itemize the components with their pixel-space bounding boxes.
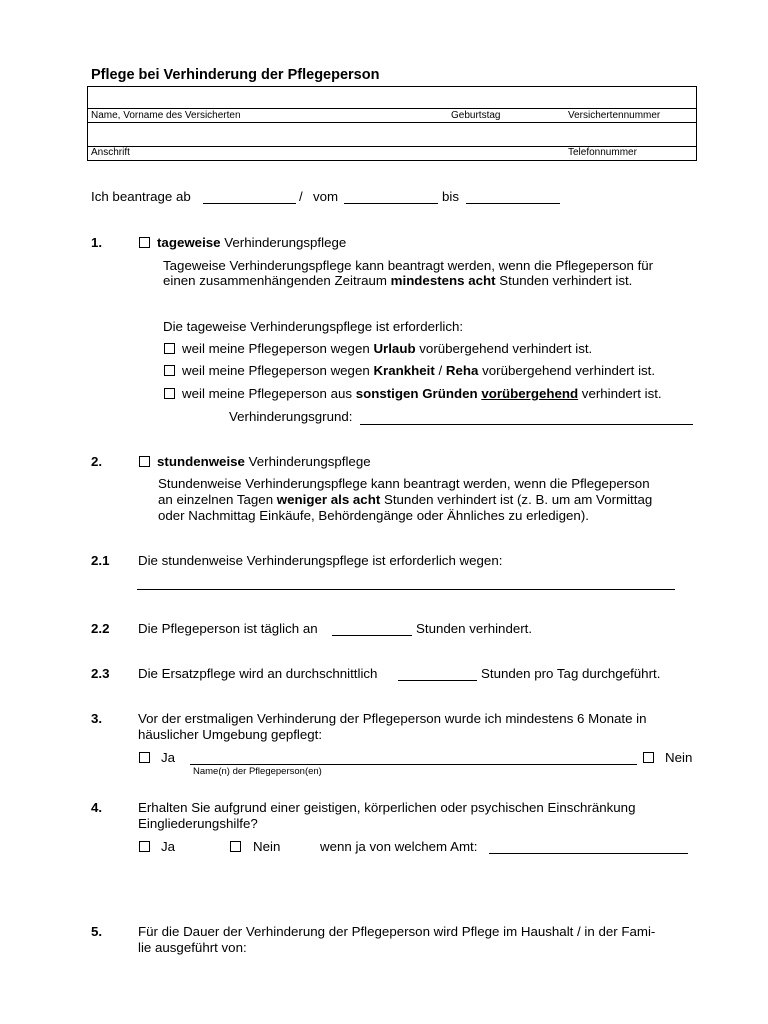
request-prefix: Ich beantrage ab	[91, 189, 191, 204]
address-label: Anschrift	[91, 147, 130, 158]
integration-no-checkbox[interactable]	[230, 841, 241, 852]
daily-required-label: Die tageweise Verhinderungspflege ist erforderlich:	[163, 319, 464, 334]
section-2-1-number: 2.1	[91, 553, 110, 568]
to-date-field[interactable]	[466, 203, 560, 204]
section-1-heading: tageweise Verhinderungspflege	[157, 235, 347, 250]
section-4-line2: Eingliederungshilfe?	[138, 816, 258, 831]
section-5-line1: Für die Dauer der Verhinderung der Pflegeperson wird Pflege im Haushalt / in der Fami-	[138, 924, 656, 939]
reason-field[interactable]	[360, 424, 693, 425]
section-4-number: 4.	[91, 800, 103, 815]
name-label: Name, Vorname des Versicherten	[91, 110, 241, 121]
section-3-line2: häuslicher Umgebung gepflegt:	[138, 727, 323, 742]
integration-no-label: Nein	[253, 839, 281, 854]
integration-yes-label: Ja	[161, 839, 176, 854]
average-hours-field[interactable]	[398, 680, 477, 681]
option-illness: weil meine Pflegeperson wegen Krankheit / Reha vorübergehend verhindert ist.	[182, 363, 656, 378]
other-reasons-checkbox[interactable]	[164, 388, 175, 399]
section-2-2-text-a: Die Pflegeperson ist täglich an	[138, 621, 318, 636]
phone-label: Telefonnummer	[568, 147, 637, 158]
birthday-label: Geburtstag	[451, 110, 501, 121]
caregiver-names-field[interactable]	[190, 764, 637, 765]
request-slash: /	[299, 189, 303, 204]
form-title: Pflege bei Verhinderung der Pflegeperson	[91, 67, 380, 83]
hourly-reason-field[interactable]	[137, 589, 675, 590]
insurance-number-label: Versichertennummer	[568, 110, 661, 121]
section-5-number: 5.	[91, 924, 103, 939]
name-field[interactable]	[88, 87, 696, 108]
section-2-3-text-b: Stunden pro Tag durchgeführt.	[481, 666, 661, 681]
section-2-heading: stundenweise Verhinderungspflege	[157, 454, 371, 469]
illness-checkbox[interactable]	[164, 365, 175, 376]
table-divider	[87, 108, 697, 109]
cared-no-checkbox[interactable]	[643, 752, 654, 763]
office-field[interactable]	[489, 853, 688, 854]
section-2-3-text-a: Die Ersatzpflege wird an durchschnittlich	[138, 666, 378, 681]
caregiver-names-caption: Name(n) der Pflegeperson(en)	[193, 766, 322, 777]
section-1-number: 1.	[91, 235, 103, 250]
section-3-number: 3.	[91, 711, 103, 726]
vacation-checkbox[interactable]	[164, 343, 175, 354]
daily-care-checkbox[interactable]	[139, 237, 150, 248]
section-4-line1: Erhalten Sie aufgrund einer geistigen, körperlichen oder psychischen Einschränkung	[138, 800, 636, 815]
section-1-desc-line2: einen zusammenhängenden Zeitraum mindestens acht Stunden verhindert ist.	[163, 273, 633, 288]
from-date-field[interactable]	[344, 203, 438, 204]
option-other-reasons: weil meine Pflegeperson aus sonstigen Gründen vorübergehend verhindert ist.	[182, 386, 662, 401]
cared-yes-label: Ja	[161, 750, 176, 765]
office-label: wenn ja von welchem Amt:	[320, 839, 478, 854]
option-vacation: weil meine Pflegeperson wegen Urlaub vorübergehend verhindert ist.	[182, 341, 593, 356]
section-1-desc-line1: Tageweise Verhinderungspflege kann beantragt werden, wenn die Pflegeperson für	[163, 258, 654, 273]
start-date-field[interactable]	[203, 203, 296, 204]
section-2-1-text: Die stundenweise Verhinderungspflege ist erforderlich wegen:	[138, 553, 503, 568]
reason-label: Verhinderungsgrund:	[229, 409, 353, 424]
section-2-desc-line2: an einzelnen Tagen weniger als acht Stunden verhindert ist (z. B. um am Vormittag	[158, 492, 653, 507]
section-5-line2: lie ausgeführt von:	[138, 940, 247, 955]
section-2-3-number: 2.3	[91, 666, 110, 681]
integration-yes-checkbox[interactable]	[139, 841, 150, 852]
section-2-number: 2.	[91, 454, 103, 469]
request-to-label: bis	[442, 189, 459, 204]
section-2-2-number: 2.2	[91, 621, 110, 636]
address-field[interactable]	[88, 123, 696, 146]
cared-no-label: Nein	[665, 750, 693, 765]
section-2-2-text-b: Stunden verhindert.	[416, 621, 533, 636]
daily-hours-field[interactable]	[332, 635, 412, 636]
hourly-care-checkbox[interactable]	[139, 456, 150, 467]
cared-yes-checkbox[interactable]	[139, 752, 150, 763]
section-2-desc-line1: Stundenweise Verhinderungspflege kann beantragt werden, wenn die Pflegeperson	[158, 476, 650, 491]
section-2-desc-line3: oder Nachmittag Einkäufe, Behördengänge oder Ähnliches zu erledigen).	[158, 508, 589, 523]
request-from-label: vom	[313, 189, 339, 204]
section-3-line1: Vor der erstmaligen Verhinderung der Pflegeperson wurde ich mindestens 6 Monate in	[138, 711, 647, 726]
